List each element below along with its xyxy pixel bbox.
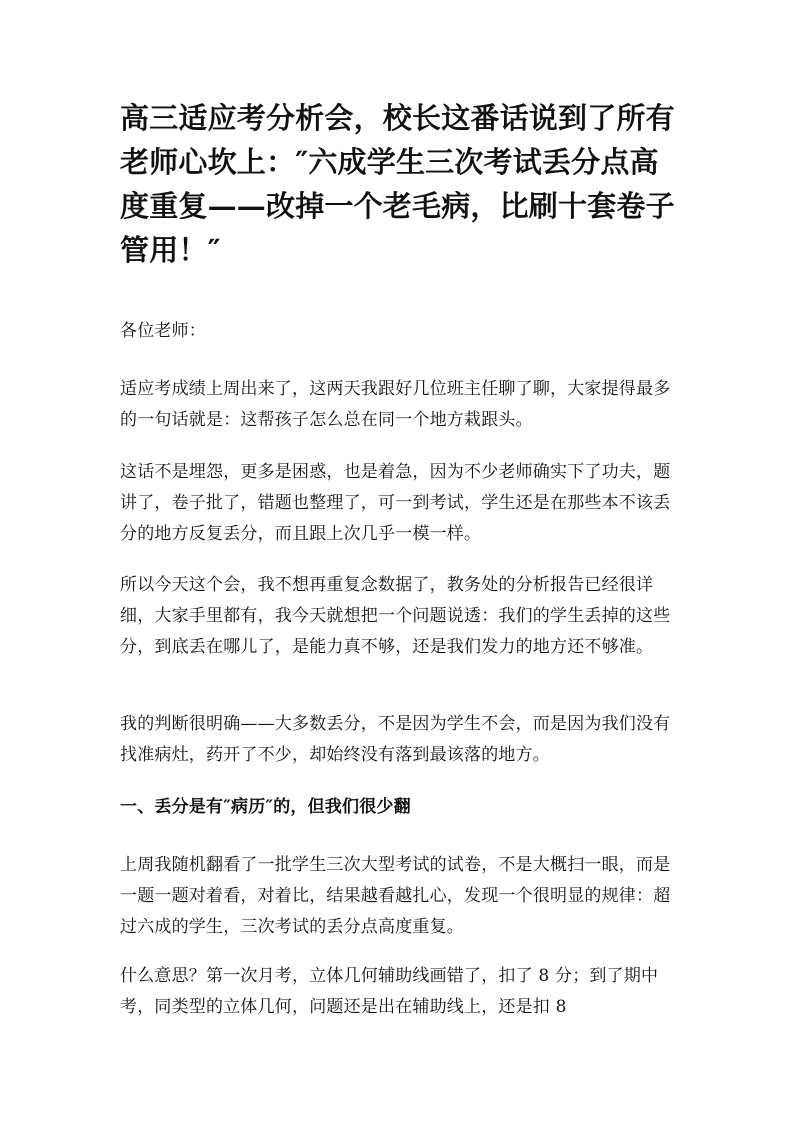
paragraph-2: 这话不是埋怨，更多是困惑，也是着急，因为不少老师确实下了功夫，题讲了，卷子批了，错题也整理了，可一到考试，学生还是在那些本不该丢分的地方反复丢分，而且跟上次几乎一模一样。 xyxy=(120,462,671,544)
section-paragraph-1: 上周我随机翻看了一批学生三次大型考试的试卷，不是大概扫一眼，而是一题一题对着看，对着比，结果越看越扎心，发现一个很明显的规律：超过六成的学生，三次考试的丢分点高度重复。 xyxy=(120,855,671,937)
section-paragraph-2: 什么意思？第一次月考，立体几何辅助线画错了，扣了 8 分；到了期中考，同类型的立体几何，问题还是出在辅助线上，还是扣 8 xyxy=(120,966,659,1017)
paragraph-1: 适应考成绩上周出来了，这两天我跟好几位班主任聊了聊，大家提得最多的一句话就是：这帮孩子怎么总在同一个地方栽跟头。 xyxy=(120,379,671,430)
section-heading: 一、丢分是有″病历″的，但我们很少翻 xyxy=(120,797,411,817)
paragraph-4: 我的判断很明确——大多数丢分，不是因为学生不会，而是因为我们没有找准病灶，药开了不少，却始终没有落到最该落的地方。 xyxy=(120,714,671,765)
salutation: 各位老师： xyxy=(120,321,206,341)
document-title: 高三适应考分析会，校长这番话说到了所有老师心坎上：″六成学生三次考试丢分点高度重复——改掉一个老毛病，比刷十套卷子管用！″ xyxy=(120,101,675,267)
paragraph-3: 所以今天这个会，我不想再重复念数据了，教务处的分析报告已经很详细，大家手里都有，我今天就想把一个问题说透：我们的学生丢掉的这些分，到底丢在哪儿了，是能力真不够，还是我们发力的地方还不够准。 xyxy=(120,575,671,657)
